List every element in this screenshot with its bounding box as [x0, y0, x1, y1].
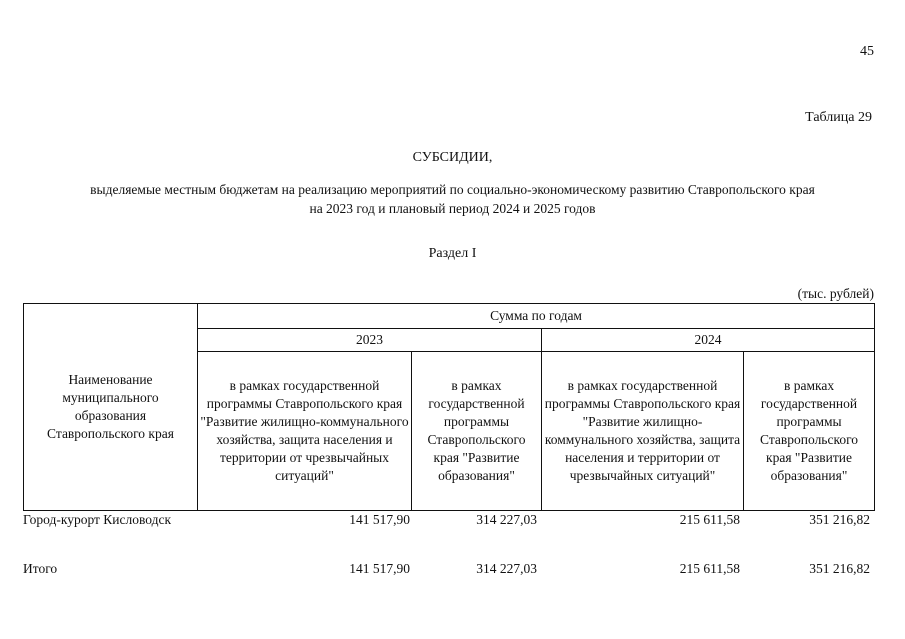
- row-value-2023-housing: 141 517,90: [349, 512, 410, 527]
- subsidies-table-header: [23, 303, 875, 511]
- units-label: (тыс. рублей): [797, 286, 874, 301]
- header-2023-education-program: в рамках государственной программы Ставропольского края "Развитие образования": [412, 352, 542, 511]
- header-municipality: Наименование муниципального образования Ставропольского края: [24, 304, 198, 511]
- table-row: [23, 512, 874, 532]
- document-title: СУБСИДИИ,: [412, 150, 493, 165]
- row-value-2024-housing: 215 611,58: [679, 512, 740, 527]
- header-2024-housing-program: в рамках государственной программы Ставропольского края "Развитие жилищно-коммунального хозяйства, защита населения и территории от чрезвычайных ситуаций": [542, 352, 744, 511]
- total-value-2023-education: 314 227,03: [476, 561, 537, 576]
- table-label: Таблица 29: [805, 110, 872, 125]
- total-value-2024-education: 351 216,82: [809, 561, 870, 576]
- page-number: 45: [860, 44, 874, 59]
- row-total-label: Итого: [23, 561, 58, 576]
- row-value-2024-education: 351 216,82: [809, 512, 870, 527]
- row-municipality-name: Город-курорт Кисловодск: [23, 512, 172, 527]
- subtitle-line-2: на 2023 год и плановый период 2024 и 2025 годов: [309, 201, 596, 216]
- section-label: Раздел I: [428, 246, 477, 261]
- header-sum-by-years: Сумма по годам: [198, 304, 875, 329]
- document-subtitle: [0, 180, 905, 218]
- total-value-2023-housing: 141 517,90: [349, 561, 410, 576]
- subtitle-line-1: выделяемые местным бюджетам на реализацию мероприятий по социально-экономическому развитию Ставропольского края: [90, 182, 815, 197]
- header-2024-education-program: в рамках государственной программы Ставропольского края "Развитие образования": [744, 352, 875, 511]
- total-value-2024-housing: 215 611,58: [679, 561, 740, 576]
- header-year-2024: 2024: [542, 329, 875, 352]
- table-row-total: [23, 561, 874, 581]
- row-value-2023-education: 314 227,03: [476, 512, 537, 527]
- header-2023-housing-program: в рамках государственной программы Ставропольского края "Развитие жилищно-коммунального хозяйства, защита населения и территории от чрезвычайных ситуаций": [198, 352, 412, 511]
- header-year-2023: 2023: [198, 329, 542, 352]
